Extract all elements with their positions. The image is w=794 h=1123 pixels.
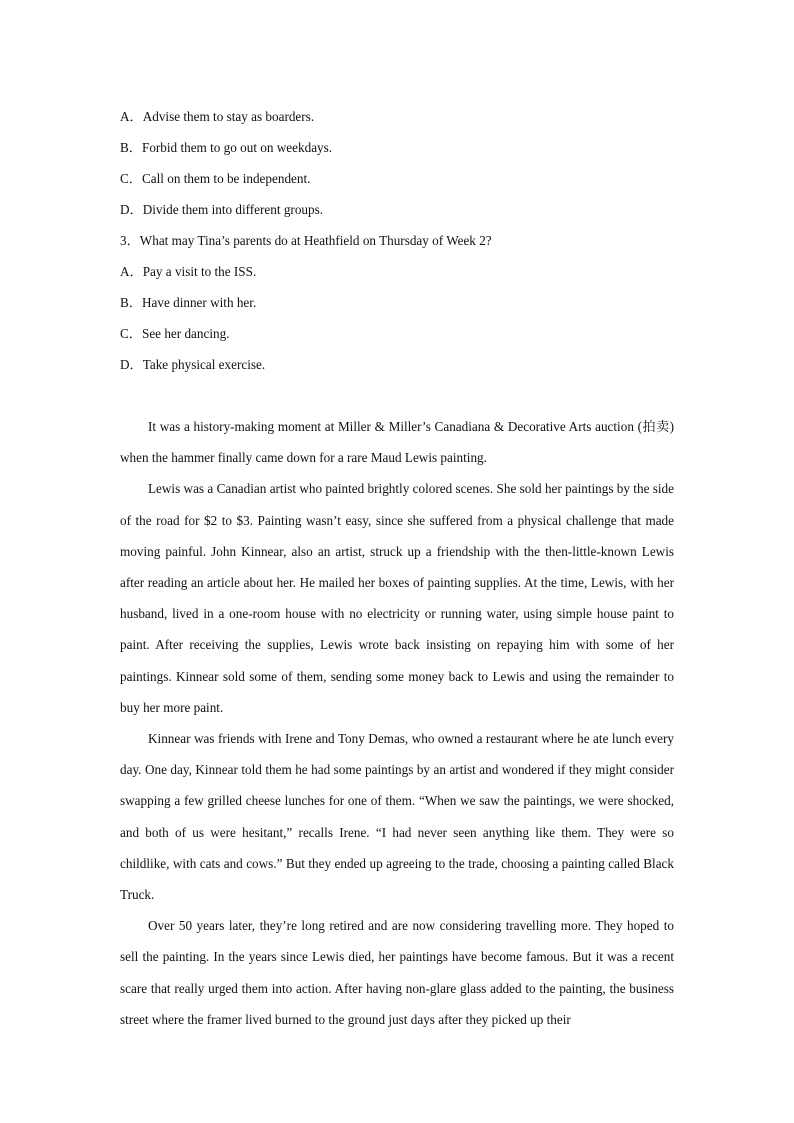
section-spacer [120, 380, 674, 411]
option-c: C．See her dancing. [120, 326, 230, 341]
option-a: A．Pay a visit to the ISS. [120, 264, 257, 279]
passage-paragraph: Kinnear was friends with Irene and Tony Demas, who owned a restaurant where he ate lunch every day. One day, Kinnear told them he had some paintings by an artist and wondered if they might consider swapping a few grilled cheese lunches for one of them. “When we saw the paintings, we were shocked, and both of us were hesitant,” recalls Irene. “I had never seen anything like them. They were so childlike, with cats and cows.” But they ended up agreeing to the trade, choosing a painting called Black Truck. [120, 731, 674, 903]
option-d: D．Take physical exercise. [120, 357, 266, 372]
page-content [120, 101, 674, 1035]
option-b: B．Have dinner with her. [120, 295, 257, 310]
passage-paragraph: Over 50 years later, they’re long retired and are now considering travelling more. They hoped to sell the painting. In the years since Lewis died, her paintings have become famous. But it was a recent scare that really urged them into action. After having non-glare glass added to the painting, the business street where the framer lived burned to the ground just days after they picked up their [120, 918, 674, 1027]
option-c: C．Call on them to be independent. [120, 171, 311, 186]
option-d: D．Divide them into different groups. [120, 202, 324, 217]
reading-passage [120, 411, 674, 1035]
passage-paragraph: It was a history-making moment at Miller & Miller’s Canadiana & Decorative Arts auction (拍卖) when the hammer finally came down for a rare Maud Lewis painting. [120, 419, 674, 466]
question-stem: 3．What may Tina’s parents do at Heathfield on Thursday of Week 2? [120, 233, 492, 248]
option-a: A．Advise them to stay as boarders. [120, 109, 315, 124]
option-b: B．Forbid them to go out on weekdays. [120, 140, 333, 155]
question-2-options [120, 101, 674, 225]
passage-paragraph: Lewis was a Canadian artist who painted brightly colored scenes. She sold her paintings by the side of the road for $2 to $3. Painting wasn’t easy, since she suffered from a physical challenge that made moving painful. John Kinnear, also an artist, struck up a friendship with the then-little-known Lewis after reading an article about her. He mailed her boxes of painting supplies. At the time, Lewis, with her husband, lived in a one-room house with no electricity or running water, using simple house paint to paint. After receiving the supplies, Lewis wrote back insisting on repaying him with some of her paintings. Kinnear sold some of them, sending some money back to Lewis and using the remainder to buy her more paint. [120, 481, 674, 715]
question-3 [120, 225, 674, 380]
